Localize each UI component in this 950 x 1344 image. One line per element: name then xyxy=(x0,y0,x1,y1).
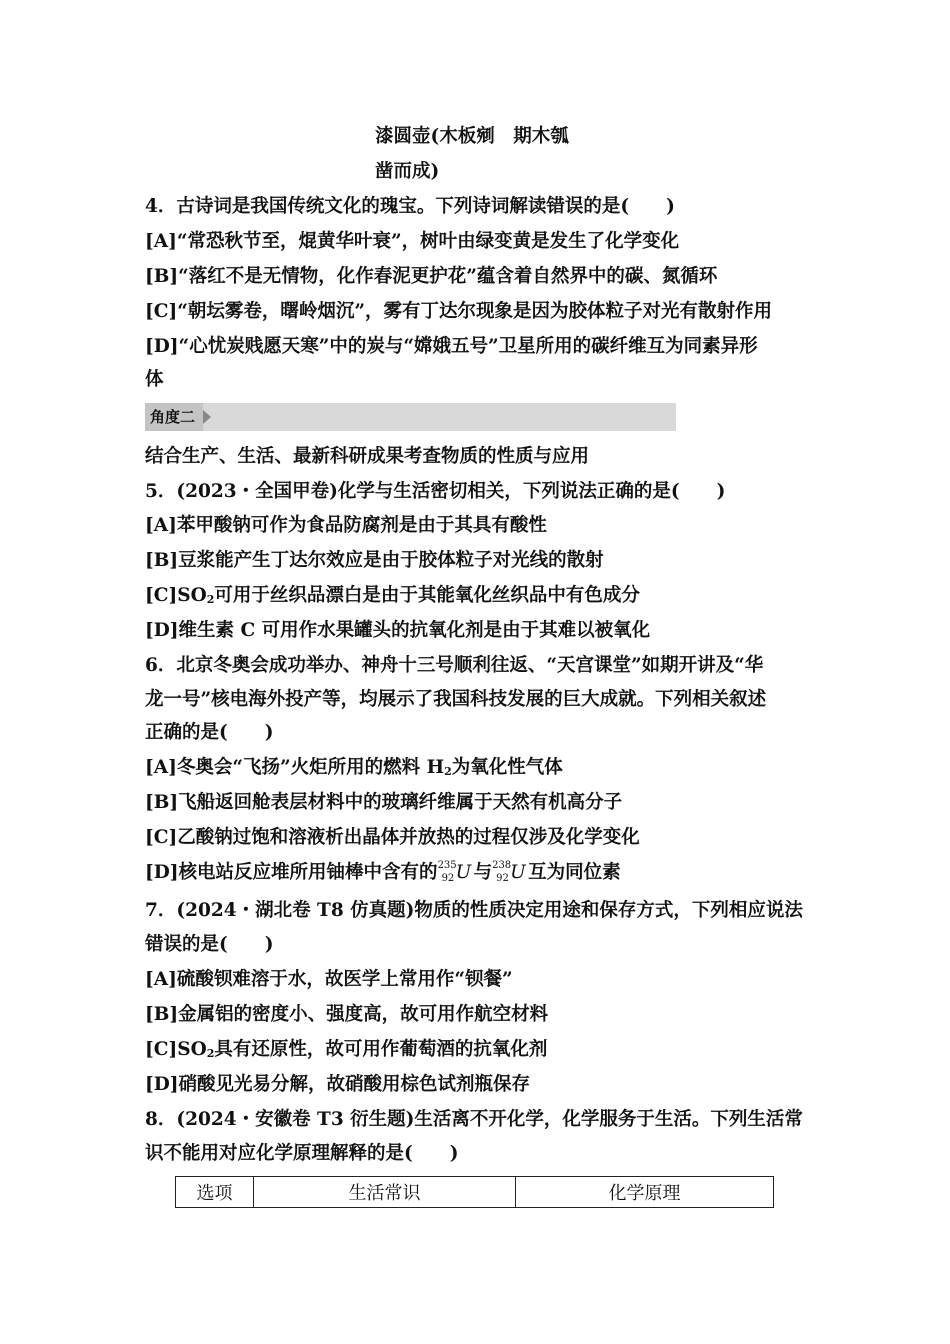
question-5-option-a: [A]苯甲酸钠可作为食品防腐剂是由于其具有酸性 xyxy=(145,515,547,536)
question-5-option-c: $[C]SO_2$可用于丝织品漂白是由于其能氧化丝织品中有色成分 xyxy=(145,585,640,606)
question-7-option-c: $[C]SO_2$具有还原性，故可用作葡萄酒的抗氧化剂 xyxy=(145,1039,548,1060)
question-4-stem: 4．古诗词是我国传统文化的瑰宝。下列诗词解读错误的是( ) xyxy=(145,196,675,217)
table-header-principle: 化学原理 xyxy=(516,1177,774,1208)
question-6-option-b: [B]飞船返回舱表层材料中的玻璃纤维属于天然有机高分子 xyxy=(145,792,623,813)
table-header-option: 选项 xyxy=(176,1177,254,1208)
table-header-row xyxy=(176,1177,774,1208)
section-badge: 角度二 xyxy=(145,403,203,431)
continued-text-line-1: 漆圆壶(木板剜 期木瓠 xyxy=(375,126,569,147)
question-6-stem-3: 正确的是( ) xyxy=(145,722,274,743)
question-4-option-c: [C]“朝坛雾卷，曙岭烟沉”，雾有丁达尔现象是因为胶体粒子对光有散射作用 xyxy=(145,301,773,322)
continued-text-line-2: 凿而成) xyxy=(375,161,440,182)
question-4-option-a: [A]“常恐秋节至，焜黄华叶衰”，树叶由绿变黄是发生了化学变化 xyxy=(145,231,680,252)
isotope-u238: 238 92 U xyxy=(492,860,526,884)
question-8-stem-1: 8．(2024・安徽卷 T3 衍生题)生活离不开化学，化学服务于生活。下列生活常 xyxy=(145,1109,803,1130)
question-4-option-d-cont: 体 xyxy=(145,369,164,390)
question-5-option-b: [B]豆浆能产生丁达尔效应是由于胶体粒子对光线的散射 xyxy=(145,550,604,571)
section-header-bar xyxy=(145,403,676,431)
section-title: 结合生产、生活、最新科研成果考查物质的性质与应用 xyxy=(145,446,590,467)
question-7-stem-2: 错误的是( ) xyxy=(145,934,274,955)
question-7-stem-1: 7．(2024・湖北卷 T8 仿真题)物质的性质决定用途和保存方式，下列相应说法 xyxy=(145,900,803,921)
question-4-option-d: [D]“心忧炭贱愿天寒”中的炭与“嫦娥五号”卫星所用的碳纤维互为同素异形 xyxy=(145,336,758,357)
question-7-option-a: [A]硫酸钡难溶于水，故医学上常用作“钡餐” xyxy=(145,969,513,990)
question-5-option-d: [D]维生素 C 可用作水果罐头的抗氧化剂是由于其难以被氧化 xyxy=(145,620,651,641)
question-6-option-d: [D]核电站反应堆所用铀棒中含有的 235 92 U 与 238 92 U 互为同位素 xyxy=(145,860,621,884)
question-7-option-b: [B]金属铝的密度小、强度高，故可用作航空材料 xyxy=(145,1004,549,1025)
question-6-option-c: [C]乙酸钠过饱和溶液析出晶体并放热的过程仅涉及化学变化 xyxy=(145,827,640,848)
question-6-option-a: [A]冬奥会“飞扬”火炬所用的燃料 $H_2$为氧化性气体 xyxy=(145,757,563,778)
question-7-option-d: [D]硝酸见光易分解，故硝酸用棕色试剂瓶保存 xyxy=(145,1074,531,1095)
question-5-stem: 5．(2023・全国甲卷)化学与生活密切相关，下列说法正确的是( ) xyxy=(145,481,726,502)
question-6-stem-1: 6．北京冬奥会成功举办、神舟十三号顺利往返、“天宫课堂”如期开讲及“华 xyxy=(145,655,764,676)
question-8-table xyxy=(175,1176,774,1208)
triangle-arrow-icon xyxy=(203,410,211,424)
table-header-life: 生活常识 xyxy=(254,1177,516,1208)
question-6-stem-2: 龙一号”核电海外投产等，均展示了我国科技发展的巨大成就。下列相关叙述 xyxy=(145,689,767,710)
question-4-option-b: [B]“落红不是无情物，化作春泥更护花”蕴含着自然界中的碳、氮循环 xyxy=(145,266,718,287)
question-8-stem-2: 识不能用对应化学原理解释的是( ) xyxy=(145,1143,459,1164)
isotope-u235: 235 92 U xyxy=(437,860,472,884)
